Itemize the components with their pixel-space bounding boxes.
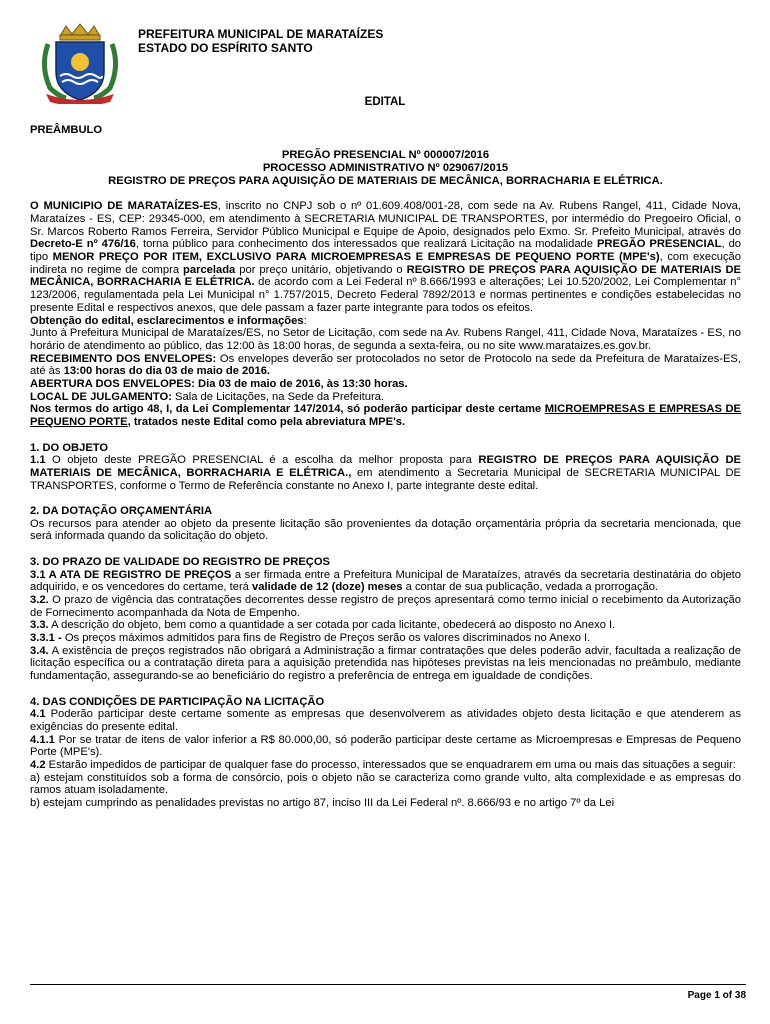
document-title: EDITAL — [364, 96, 406, 108]
obtencao-heading: Obtenção do edital, esclarecimentos e informações: — [30, 314, 307, 327]
section-1-1-paragraph: 1.1 O objeto deste PREGÃO PRESENCIAL é a escolha da melhor proposta para REGISTRO DE PREÇOS PARA AQUISIÇÃO DE MATERIAIS DE MECÂNICA, BORRACHARIA E ELÉTRICA., em atendimento a Secretaria Municipal de SECRETARIA MUNICIPAL DE TRANSPORTES, conforme o Termo de Referência constante no Anexo I, parte integrante deste edital. — [30, 454, 741, 492]
recebimento-paragraph: RECEBIMENTO DOS ENVELOPES: Os envelopes deverão ser protocolados no setor de Protocolo na sede da Prefeitura de Marataízes-ES, até às 13:00 horas do dia 03 de maio de 2016. — [30, 352, 741, 378]
section-3-1-paragraph: 3.1 A ATA DE REGISTRO DE PREÇOS a ser firmada entre a Prefeitura Municipal de Marataízes, através da secretaria destinatária do objeto adquirido, e os vencedores do certame, terá validade de 12 (doze) meses a contar de sua publicação, vedada a prorrogação. — [30, 568, 741, 594]
processo-number: PROCESSO ADMINISTRATIVO Nº 029067/2015 — [262, 162, 509, 175]
section-4-1-1-paragraph: 4.1.1 Por se tratar de itens de valor inferior a R$ 80.000,00, só poderão participar deste certame as Microempresas e Empresas de Pequeno Porte (MPE's). — [30, 733, 741, 759]
local-paragraph: LOCAL DE JULGAMENTO: Sala de Licitações, na Sede da Prefeitura. — [30, 390, 384, 403]
letterhead — [36, 22, 736, 104]
mpe-paragraph: Nos termos do artigo 48, I, da Lei Complementar 147/2014, só poderão participar deste certame MICROEMPRESAS E EMPRESAS DE PEQUENO PORTE, tratados neste Edital como pela abreviatura MPE's. — [30, 403, 741, 429]
section-2-paragraph: Os recursos para atender ao objeto da presente licitação são provenientes da dotação orçamentária própria da secretaria mencionada, que será informada quando da solicitação do objeto. — [30, 517, 741, 543]
pregao-number: PREGÃO PRESENCIAL Nº 000007/2016 — [281, 149, 490, 162]
section-3-heading: 3. DO PRAZO DE VALIDADE DO REGISTRO DE PREÇOS — [30, 555, 331, 568]
section-4-1-paragraph: 4.1 Poderão participar deste certame somente as empresas que desenvolverem as atividades objeto desta licitação e que atenderem as exigências do presente edital. — [30, 708, 741, 733]
section-4-2-paragraph: 4.2 Estarão impedidos de participar de qualquer fase do processo, interessados que se enquadrarem em uma ou mais das situações a seguir: — [30, 759, 736, 772]
section-3-4-paragraph: 3.4. A existência de preços registrados não obrigará a Administração a firmar contratações que deles poderão advir, facultada a realização de licitação específica ou a contratação direta para a aquisição pretendida nas hipóteses previstas na leis mencionadas no preâmbulo, mediante fundamentação, assegurando-se ao beneficiário do registro a preferência de entrega em igualdade de condições. — [30, 644, 741, 683]
section-1-heading: 1. DO OBJETO — [30, 441, 109, 454]
obtencao-paragraph: Junto à Prefeitura Municipal de Marataízes/ES, no Setor de Licitação, com sede na Av. Rubens Rangel, 411, Cidade Nova, Marataízes - ES, no horário de atendimento ao público, das 12:00 às 18:00 horas, de segunda a sexta-feira, ou no site www.marataizes.es.gov.br. — [30, 327, 741, 352]
intro-paragraph: O MUNICIPIO DE MARATAÍZES-ES, inscrito no CNPJ sob o nº 01.609.408/001-28, com sede na Av. Rubens Rangel, 411, Cidade Nova, Marataízes - ES, CEP: 29345-000, em atendimento à SECRETARIA MUNICIPAL DE TRANSPORTES, por intermédio do Pregoeiro Oficial, o Sr. Marcos Roberto Ramos Ferreira, Servidor Público Municipal e Equipe de Apoio, designados pelo Exmo. Sr. Prefeito Municipal, através do Decreto-E nº 476/16, torna público para conhecimento dos interessados que realizará Licitação na modalidade PREGÃO PRESENCIAL, do tipo MENOR PREÇO POR ITEM, EXCLUSIVO PARA MICROEMPRESAS E EMPRESAS DE PEQUENO PORTE (MPE's), com execução indireta no regime de compra parcelada por preço unitário, objetivando o REGISTRO DE PREÇOS PARA AQUISIÇÃO DE MATERIAIS DE MECÂNICA, BORRACHARIA E ELÉTRICA. de acordo com a Lei Federal nº 8.666/1993 e alterações; Lei 10.520/2002, Lei Complementar n° 123/2006, regulamentada pela Lei Municipal n° 1.757/2015, Decreto Federal 7892/2013 e normas pertinentes e condições estabelecidas no presente Edital e respectivos anexos, que dele passam a fazer parte integrante para todos os efeitos. — [30, 200, 742, 314]
section-2-heading: 2. DA DOTAÇÃO ORÇAMENTÁRIA — [30, 505, 213, 518]
header-state: ESTADO DO ESPÍRITO SANTO — [138, 41, 313, 55]
page-number: Page 1 of 38 — [687, 990, 746, 1001]
preambulo-heading: PREÂMBULO — [30, 124, 103, 136]
section-3-3-1-paragraph: 3.3.1 - Os preços máximos admitidos para fins de Registro de Preços serão os valores discriminados no Anexo I. — [30, 632, 591, 645]
footer-divider — [30, 984, 746, 985]
header-municipality: PREFEITURA MUNICIPAL DE MARATAÍZES — [138, 27, 384, 41]
municipal-coat-of-arms-logo — [36, 22, 124, 104]
section-3-2-paragraph: 3.2. O prazo de vigência das contratações decorrentes desse registro de preços apresentará como termo inicial o recebimento da Autorização de Fornecimento acompanhada da Nota de Empenho. — [30, 593, 741, 619]
abertura-paragraph: ABERTURA DOS ENVELOPES: Dia 03 de maio de 2016, às 13:30 horas. — [30, 378, 408, 391]
document-body — [30, 124, 741, 810]
section-4-heading: 4. DAS CONDIÇÕES DE PARTICIPAÇÃO NA LICITAÇÃO — [30, 695, 325, 708]
section-4-2-a-paragraph: a) estejam constituídos sob a forma de consórcio, pois o objeto não se caracteriza como grande vulto, alta complexidade e as empresas do ramos atuam isoladamente. — [30, 771, 741, 797]
section-4-2-b-paragraph: b) estejam cumprindo as penalidades previstas no artigo 87, inciso III da Lei Federal nº. 8.666/93 e no artigo 7º da Lei — [30, 797, 615, 810]
object-title: REGISTRO DE PREÇOS PARA AQUISIÇÃO DE MATERIAIS DE MECÂNICA, BORRACHARIA E ELÉTRICA. — [108, 174, 663, 187]
section-3-3-paragraph: 3.3. A descrição do objeto, bem como a quantidade a ser cotada por cada licitante, obedecerá ao disposto no Anexo I. — [30, 619, 616, 632]
